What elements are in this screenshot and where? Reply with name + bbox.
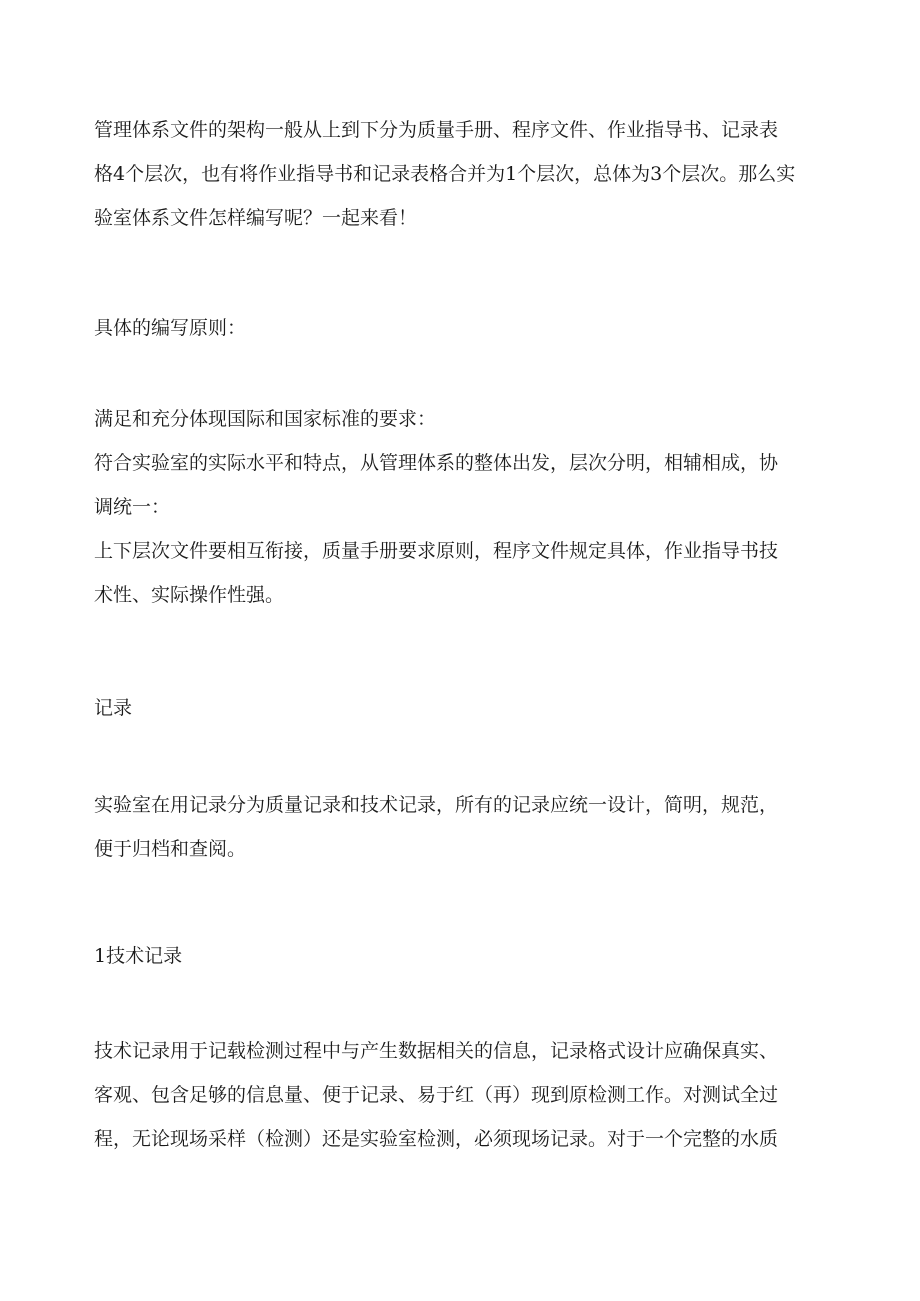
principles-heading	[94, 306, 834, 350]
tech-records-paragraph	[94, 1029, 834, 1161]
intro-paragraph	[94, 108, 834, 240]
text-line: 上下层次文件要相互衔接，质量手册要求原则，程序文件规定具体，作业指导书技	[94, 540, 779, 562]
text-line: 术性、实际操作性强。	[94, 584, 285, 606]
principles-list	[94, 397, 834, 617]
text-line: 便于归档和查阅。	[94, 838, 247, 860]
text-line: 格4个层次，也有将作业指导书和记录表格合并为1个层次，总体为3个层次。那么实	[94, 163, 796, 185]
text-line: 管理体系文件的架构一般从上到下分为质量手册、程序文件、作业指导书、记录表	[94, 119, 779, 141]
records-paragraph	[94, 783, 834, 871]
heading-text: 记录	[94, 697, 133, 719]
text-line: 客观、包含足够的信息量、便于记录、易于红（再）现到原检测工作。对测试全过	[94, 1084, 779, 1106]
heading-text: 1技术记录	[94, 945, 183, 967]
tech-records-heading	[94, 934, 834, 978]
text-line: 调统一：	[94, 496, 171, 518]
text-line: 程，无论现场采样（检测）还是实验室检测，必须现场记录。对于一个完整的水质	[94, 1128, 779, 1150]
records-heading	[94, 686, 834, 730]
text-line: 满足和充分体现国际和国家标准的要求：	[94, 408, 437, 430]
text-line: 验室体系文件怎样编写呢？一起来看！	[94, 207, 418, 229]
heading-text: 具体的编写原则：	[94, 317, 247, 339]
text-line: 技术记录用于记载检测过程中与产生数据相关的信息，记录格式设计应确保真实、	[94, 1040, 779, 1062]
text-line: 实验室在用记录分为质量记录和技术记录，所有的记录应统一设计，简明，规范，	[94, 794, 779, 816]
text-line: 符合实验室的实际水平和特点，从管理体系的整体出发，层次分明，相辅相成，协	[94, 452, 779, 474]
